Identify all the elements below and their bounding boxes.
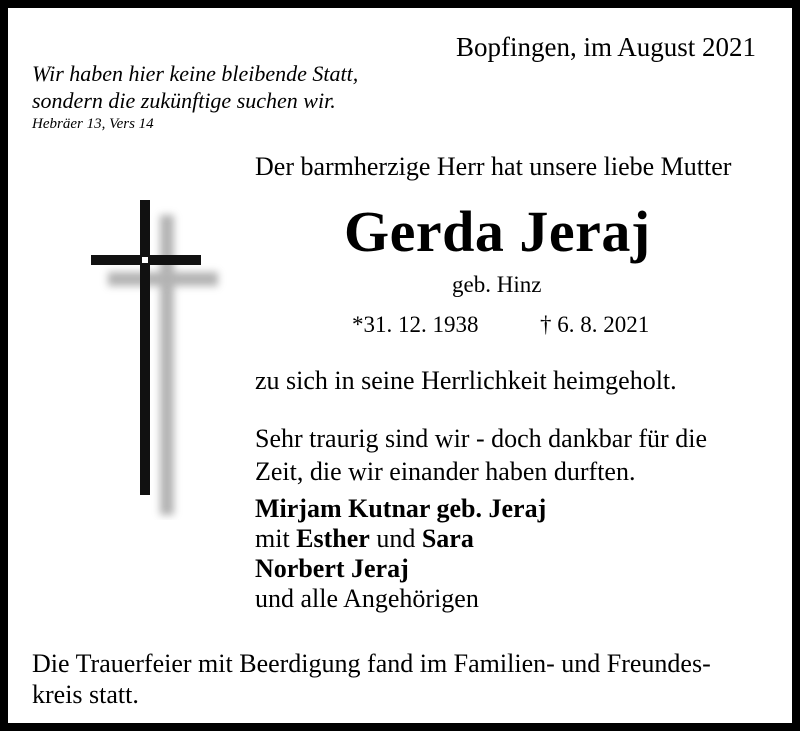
mourner-1: Mirjam Kutnar geb. Jeraj — [255, 494, 547, 523]
bible-quote-line-2: sondern die zukünftige suchen wir. — [32, 88, 336, 113]
mourner-sara: Sara — [421, 524, 474, 553]
mourners-list — [255, 494, 546, 614]
gratitude-line-1: Sehr traurig sind wir - doch dankbar für die — [255, 424, 707, 453]
funeral-line-2: kreis statt. — [32, 680, 139, 709]
mourner-and: und — [376, 524, 416, 553]
mourner-line-2 — [255, 524, 546, 554]
cross-shape — [91, 200, 201, 495]
gratitude-text — [255, 422, 707, 488]
deceased-name: Gerda Jeraj — [344, 199, 651, 264]
mourner-esther: Esther — [296, 524, 370, 553]
funeral-line-1: Die Trauerfeier mit Beerdigung fand im Familien- und Freundes- — [32, 649, 711, 678]
birth-date: *31. 12. 1938 — [352, 312, 479, 337]
gratitude-line-2: Zeit, die wir einander haben durften. — [255, 457, 636, 486]
taken-home-text: zu sich in seine Herrlichkeit heimgeholt. — [255, 366, 677, 395]
bible-reference: Hebräer 13, Vers 14 — [32, 116, 154, 132]
cross-graphic — [80, 190, 230, 520]
place-date: Bopfingen, im August 2021 — [456, 32, 757, 62]
death-date: † 6. 8. 2021 — [540, 312, 650, 337]
funeral-note — [32, 648, 711, 710]
mourner-relatives: und alle Angehörigen — [255, 584, 479, 613]
maiden-name: geb. Hinz — [452, 272, 542, 297]
mourner-2: Norbert Jeraj — [255, 554, 409, 583]
cross-highlight — [142, 257, 148, 263]
intro-text: Der barmherzige Herr hat unsere liebe Mutter — [255, 152, 732, 181]
mourner-with: mit — [255, 524, 290, 553]
bible-quote — [32, 60, 358, 114]
cross-icon — [80, 190, 230, 520]
bible-quote-line-1: Wir haben hier keine bleibende Statt, — [32, 61, 359, 86]
